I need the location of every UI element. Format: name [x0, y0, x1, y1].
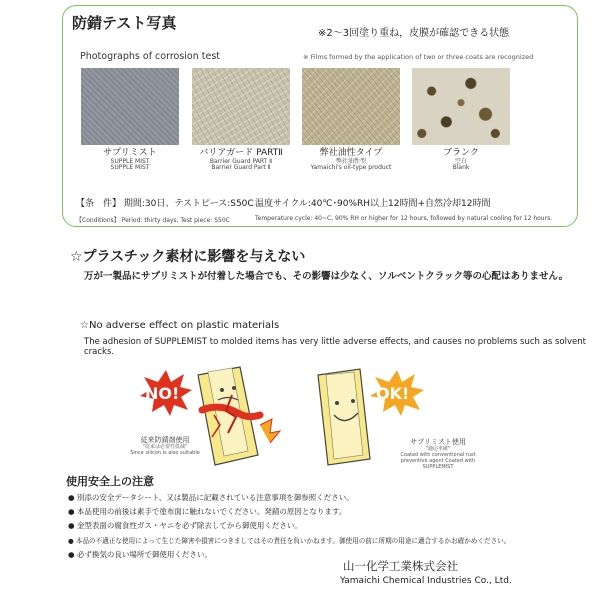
- corrosion-subtitle-en: Photographs of corrosion test: [80, 51, 221, 62]
- conditions-en-label: 【Conditions】: [76, 217, 120, 224]
- sample-photo-oil-type: [302, 68, 400, 145]
- plastic-heading-en: ☆No adverse effect on plastic materials: [80, 320, 280, 331]
- sample-name-en2: SUPPLE MIST: [110, 164, 150, 172]
- safety-item: ● 金型表面の腐食性ガス・ヤニを必ず除去してから御使用ください。: [68, 521, 302, 531]
- plastic-body-en: The adhesion of SUPPLEMIST to molded items has very little adverse effects, and causes no problems such as solvent cracks.: [84, 337, 586, 357]
- safety-item: ● 別添の安全データシート、又は製品に記載されている注意事項を御参照ください。: [68, 493, 354, 502]
- ok-caption-en: Coated with conventional rust preventive agent Coated with SUPPLEMIST: [400, 452, 476, 471]
- conditions-cycle: 温度サイクル:40℃･90%RH以上12時間+自然冷却12時間: [255, 199, 491, 209]
- sample-name-en2: Barrier Guard Part Ⅱ: [211, 164, 271, 172]
- sample-name-en: Barrier Guard PART Ⅱ: [209, 157, 273, 165]
- happy-panel-figure: [318, 369, 370, 465]
- sample-name-en: SUPPLE MIST: [110, 157, 150, 165]
- sample-caption: [296, 149, 406, 172]
- company-name-en: Yamaichi Chemical Industries Co., Ltd.: [340, 576, 512, 586]
- corrosion-note-en: ※ Films formed by the application of two or three coats are recognized: [303, 53, 534, 61]
- sample-photo-supplemist: [81, 68, 179, 145]
- sample-name-en: 弊社油性型: [335, 157, 366, 165]
- sample-photo-blank: [412, 68, 510, 145]
- sample-name-en: 空白: [454, 157, 467, 165]
- sample-caption: [75, 149, 185, 172]
- safety-item: ● 必ず換気の良い場所で御使用ください。: [68, 549, 212, 559]
- no-caption-jp: 従来防錆剤使用: [140, 436, 190, 444]
- conditions-en-text: Period: thirty days, Test piece: S50C: [121, 217, 230, 224]
- safety-item: ● 本品使用の前後は素手で塗布面に触れないでください。発錆の原因となります。: [68, 507, 347, 517]
- corrosion-title: 防錆テスト写真: [72, 14, 177, 32]
- sample-photo-barrier-guard: [192, 68, 290, 145]
- conditions-en: [76, 215, 230, 224]
- company-name-jp: 山一化学工業株式会社: [343, 559, 458, 573]
- sample-name-jp: サプリミスト: [103, 148, 157, 158]
- conditions: [76, 196, 254, 209]
- safety-item: ● 本品の不適正な使用によって生じた障害や損害につきましてはその責任を負いかねます。御使用の前に所期の用途に適合するかお確かめください。: [68, 536, 511, 545]
- ok-caption-sub: "適応率確": [425, 446, 451, 453]
- safety-heading: 使用安全上の注意: [66, 475, 154, 488]
- ok-caption-jp: サプリミスト使用: [410, 438, 466, 446]
- no-caption-sub: "従来は必要性低減": [142, 444, 188, 451]
- sample-name-en2: Yamaichi's oil-type product: [310, 164, 392, 172]
- sample-name-jp: 弊社油性タイプ: [319, 148, 383, 158]
- sample-name-jp: ブランク: [443, 148, 479, 158]
- conditions-en-cycle: Temperature cycle: 40~C, 90% RH or higher for 12 hours, followed by natural cooling for 12 hours.: [255, 215, 553, 222]
- no-label: NO!: [145, 384, 180, 403]
- corrosion-note: ※2～3回塗り重ね，皮膜が確認できる状態: [318, 28, 510, 39]
- no-caption-en: Since silicon is also suitable: [130, 450, 200, 457]
- safety-list: [68, 491, 510, 562]
- sample-name-en2: Blank: [452, 164, 470, 172]
- sample-caption: [406, 149, 516, 172]
- sample-caption: [186, 149, 296, 172]
- plastic-heading: ☆プラスチック素材に影響を与えない: [70, 249, 306, 265]
- plastic-body: 万が一製品にサプリミストが付着した場合でも、その影響は少なく、ソルベントクラック等の心配はありません。: [84, 271, 569, 282]
- conditions-text: 期間:30日、テストピース:S50C: [123, 199, 254, 209]
- no-caption: [110, 436, 220, 456]
- ok-caption: [388, 438, 488, 470]
- ok-label: OK!: [376, 384, 410, 403]
- conditions-label: 【条 件】: [76, 199, 122, 209]
- sample-name-jp: バリアガード PARTⅡ: [199, 148, 283, 158]
